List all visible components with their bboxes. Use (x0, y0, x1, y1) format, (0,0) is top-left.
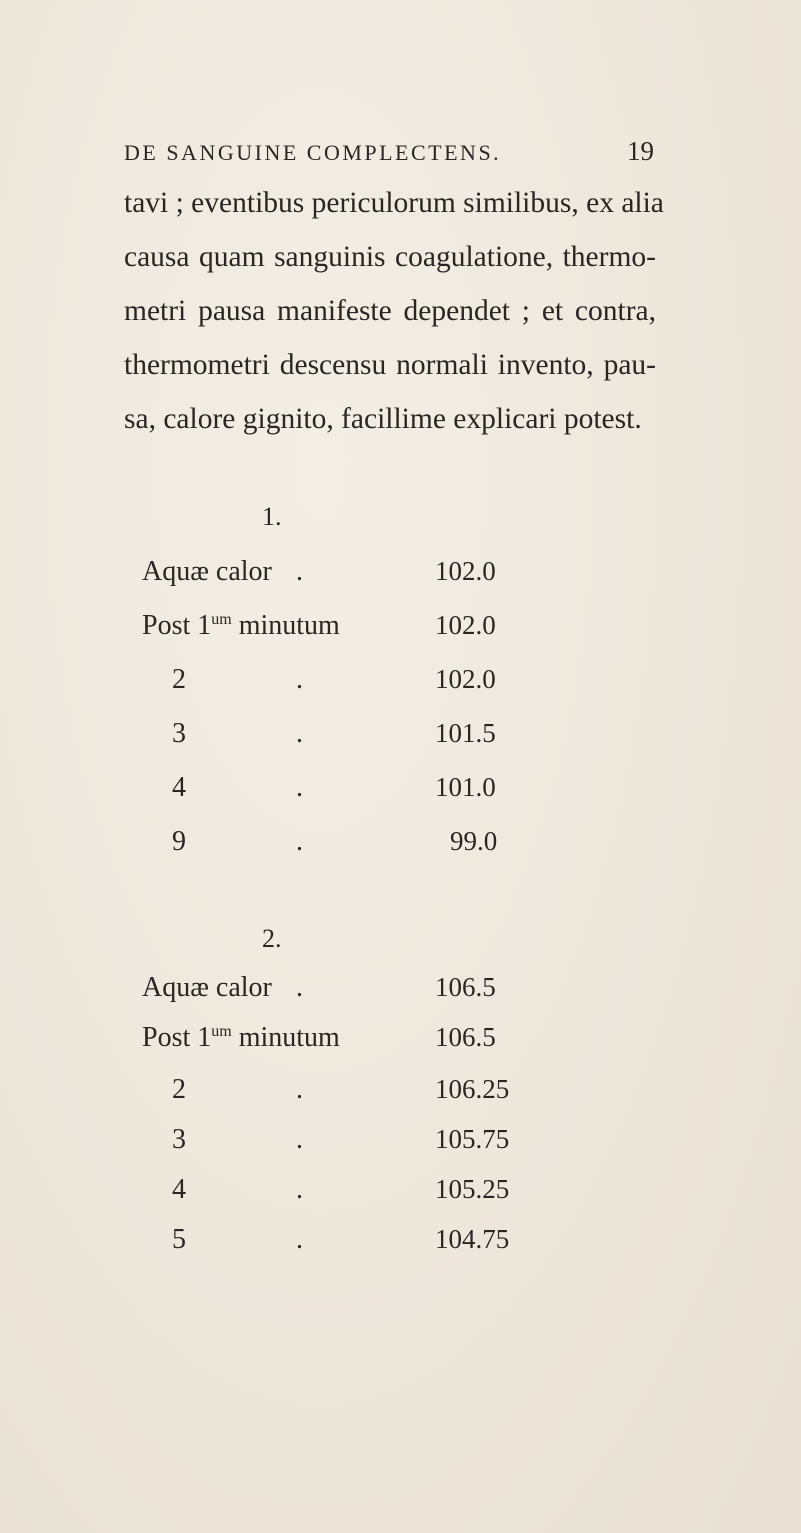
row-value: 104.75 (435, 1224, 510, 1254)
paragraph-line: causa quam sanguinis coagulatione, thermo- (124, 241, 656, 273)
table-row (142, 610, 542, 650)
row-value: 102.0 (435, 610, 496, 640)
row-value: 106.5 (435, 972, 496, 1002)
table-row (142, 1074, 542, 1114)
row-value: 99.0 (450, 826, 498, 856)
table-row (142, 1224, 542, 1264)
leader-dot: . (296, 772, 303, 803)
table-number: 1. (262, 502, 282, 531)
row-value: 106.25 (435, 1074, 510, 1104)
leader-dot: . (296, 1074, 303, 1105)
running-title: DE SANGUINE COMPLECTENS. (124, 140, 502, 165)
table-row (142, 556, 542, 596)
row-label: 4 (172, 1174, 186, 1205)
table-row (142, 1022, 542, 1062)
table-row (142, 826, 542, 866)
table-row (142, 718, 542, 758)
row-label: 9 (172, 826, 186, 857)
row-label: 3 (172, 718, 186, 749)
body-paragraph (124, 176, 664, 446)
leader-dot: . (296, 1224, 303, 1255)
row-value: 106.5 (435, 1022, 496, 1052)
row-label: Post $1^{um}$ minutum (142, 1022, 340, 1053)
running-head (124, 136, 654, 170)
leader-dot: . (296, 1174, 303, 1205)
row-label: Aquæ calor (142, 556, 272, 587)
table-row (142, 1124, 542, 1164)
paragraph-line: tavi ; eventibus periculorum similibus, ex alia (124, 187, 664, 219)
row-label: 2 (172, 664, 186, 695)
row-label: Aquæ calor (142, 972, 272, 1003)
paragraph-line: metri pausa manifeste dependet ; et contra, (124, 295, 656, 327)
row-value: 105.75 (435, 1124, 510, 1154)
table-row (142, 972, 542, 1012)
row-value: 101.5 (435, 718, 496, 748)
leader-dot: . (296, 718, 303, 749)
table-row (142, 772, 542, 812)
paragraph-line: thermometri descensu normali invento, pau- (124, 349, 656, 381)
row-value: 101.0 (435, 772, 496, 802)
leader-dot: . (296, 664, 303, 695)
row-value: 105.25 (435, 1174, 510, 1204)
table-row (142, 1174, 542, 1214)
leader-dot: . (296, 1124, 303, 1155)
leader-dot: . (296, 972, 303, 1003)
table-number: 2. (262, 924, 282, 953)
row-label: 2 (172, 1074, 186, 1105)
row-label: 5 (172, 1224, 186, 1255)
row-label: 4 (172, 772, 186, 803)
row-value: 102.0 (435, 556, 496, 586)
row-value: 102.0 (435, 664, 496, 694)
row-label: Post $1^{um}$ minutum (142, 610, 340, 641)
leader-dot: . (296, 556, 303, 587)
table-row (142, 664, 542, 704)
row-label: 3 (172, 1124, 186, 1155)
page-number: 19 (627, 136, 654, 166)
leader-dot: . (296, 826, 303, 857)
paragraph-line: sa, calore gignito, facillime explicari potest. (124, 403, 642, 435)
